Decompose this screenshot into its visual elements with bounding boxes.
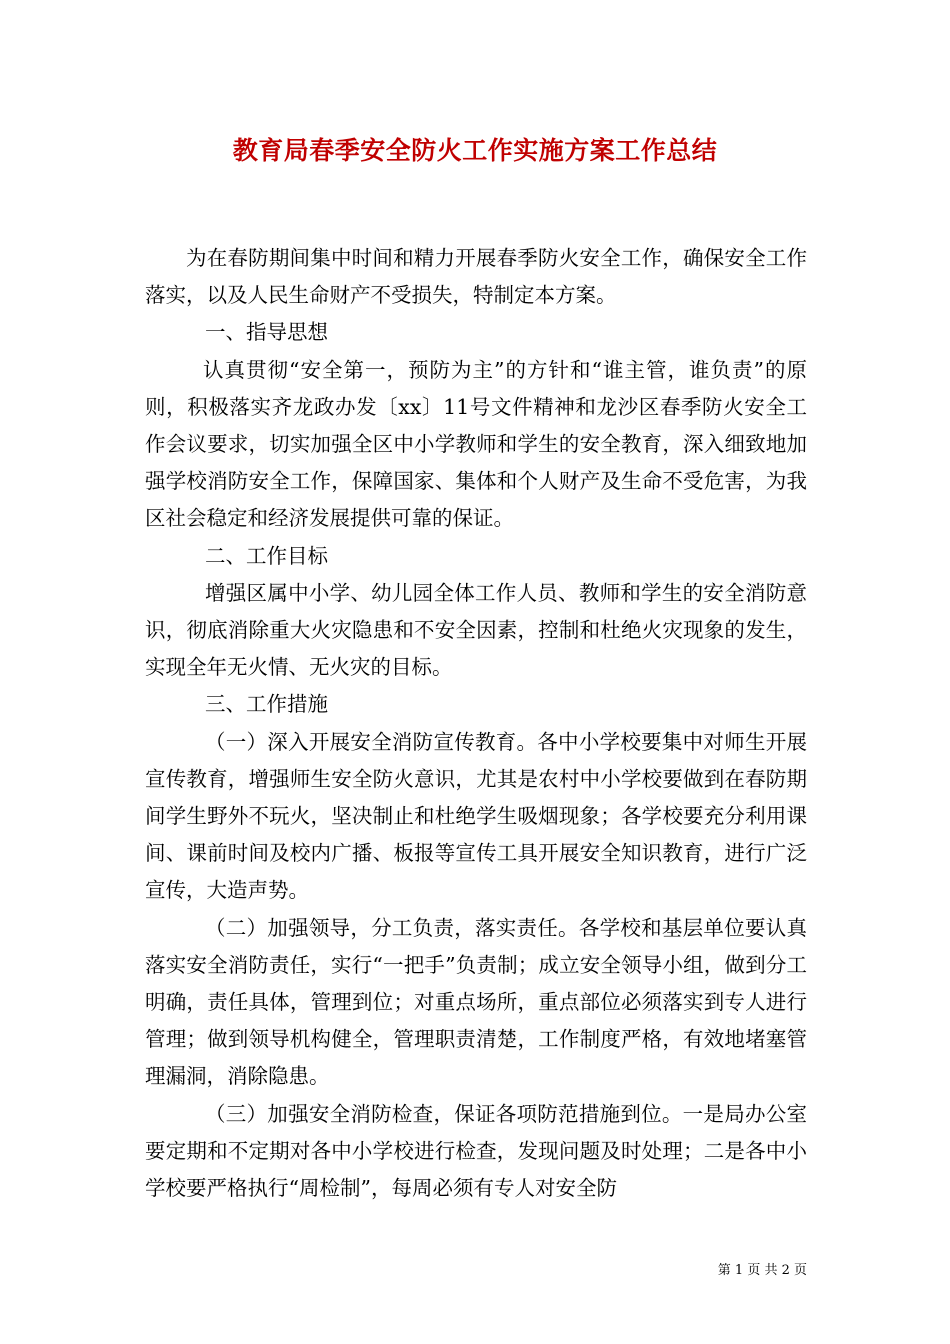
- page-number-footer: 第 1 页 共 2 页: [717, 1263, 807, 1278]
- measure-1-paragraph: （一）深入开展安全消防宣传教育。各中小学校要集中对师生开展宣传教育，增强师生安全防火意识，尤其是农村中小学校要做到在春防期间学生野外不玩火，坚决制止和杜绝学生吸烟现象；各学校要充分利用课间、课前时间及校内广播、板报等宣传工具开展安全知识教育，进行广泛宣传，大造声势。: [145, 729, 807, 903]
- intro-paragraph: 为在春防期间集中时间和精力开展春季防火安全工作，确保安全工作落实，以及人民生命财产不受损失，特制定本方案。: [145, 246, 807, 308]
- measure-3-paragraph: （三）加强安全消防检查，保证各项防范措施到位。一是局办公室要定期和不定期对各中小学校进行检查，发现问题及时处理；二是各中小学校要严格执行“周检制”，每周必须有专人对安全防: [145, 1101, 807, 1201]
- section-heading-guiding-thought: 一、指导思想: [205, 320, 328, 345]
- guiding-thought-paragraph: 认真贯彻“安全第一，预防为主”的方针和“谁主管，谁负责”的原则，积极落实齐龙政办发〔xx〕11号文件精神和龙沙区春季防火安全工作会议要求，切实加强全区中小学教师和学生的安全教育，深入细致地加强学校消防安全工作，保障国家、集体和个人财产及生命不受危害，为我区社会稳定和经济发展提供可靠的保证。: [145, 357, 807, 531]
- work-goals-paragraph: 增强区属中小学、幼儿园全体工作人员、教师和学生的安全消防意识，彻底消除重大火灾隐患和不安全因素，控制和杜绝火灾现象的发生，实现全年无火情、无火灾的目标。: [145, 580, 807, 680]
- section-heading-work-measures: 三、工作措施: [205, 692, 328, 717]
- document-body: [145, 240, 807, 1207]
- section-heading-work-goals: 二、工作目标: [205, 543, 328, 568]
- document-title: 教育局春季安全防火工作实施方案工作总结: [232, 136, 718, 165]
- measure-2-paragraph: （二）加强领导，分工负责，落实责任。各学校和基层单位要认真落实安全消防责任，实行“一把手”负责制；成立安全领导小组，做到分工明确，责任具体，管理到位；对重点场所，重点部位必须落实到专人进行管理；做到领导机构健全，管理职责清楚，工作制度严格，有效地堵塞管理漏洞，消除隐患。: [145, 915, 807, 1089]
